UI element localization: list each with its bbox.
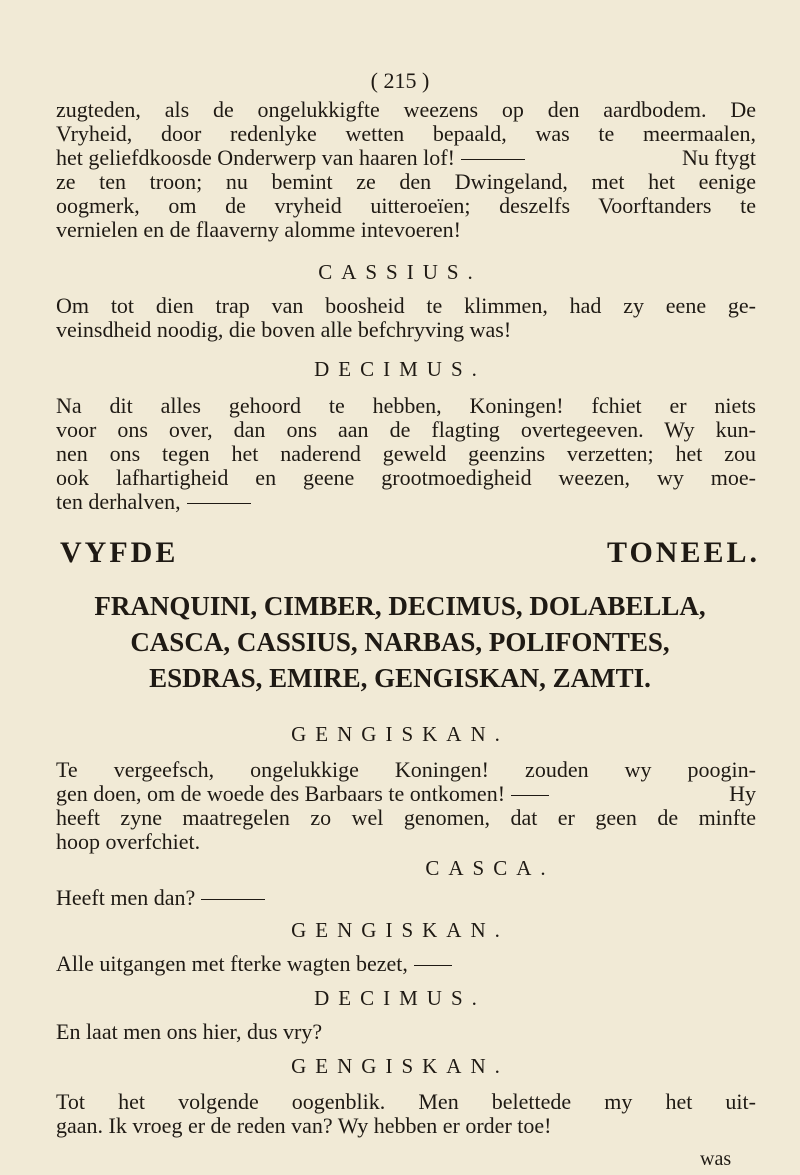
speaker-casca: CASCA. (425, 856, 555, 880)
text-line: hoop overfchiet. (56, 829, 201, 854)
paragraph-4 (56, 758, 756, 854)
text-line (56, 952, 756, 976)
text-line: ook lafhartigheid en geene grootmoedigheid weezen, wy moe- (56, 465, 756, 490)
text-line: Na dit alles gehoord te hebben, Koningen! fchiet er niets (56, 393, 756, 418)
dash-rule (414, 965, 452, 966)
line-decimus (56, 1020, 756, 1044)
text-line (56, 782, 756, 806)
text-line (56, 146, 756, 170)
text-line: voor ons over, dan ons aan de flagting overtegeeven. Wy kun- (56, 417, 756, 442)
scene-title: VYFDE TONEEL. (60, 536, 760, 569)
text-line: Te vergeefsch, ongelukkige Koningen! zouden wy poogin- (56, 757, 756, 782)
speaker-gengiskan: GENGISKAN. (291, 1054, 509, 1078)
cast-list (0, 588, 800, 696)
cast-line: FRANQUINI, CIMBER, DECIMUS, DOLABELLA, (94, 591, 706, 621)
text-line: Om tot dien trap van boosheid te klimmen, had zy eene ge- (56, 293, 756, 318)
text-fragment: Nu ftygt (682, 145, 756, 170)
paragraph-1 (56, 98, 756, 242)
line-casca (56, 886, 756, 910)
text-fragment: het geliefdkoosde Onderwerp van haaren lof! (56, 145, 455, 170)
cast-line: CASCA, CASSIUS, NARBAS, POLIFONTES, (130, 627, 670, 657)
text-line: En laat men ons hier, dus vry? (56, 1019, 323, 1044)
page-number: ( 215 ) (370, 68, 430, 93)
text-fragment: Heeft men dan? (56, 885, 196, 910)
dash-rule (461, 159, 525, 160)
text-fragment: ten derhalven, (56, 489, 181, 514)
paragraph-5 (56, 1090, 756, 1138)
text-fragment: gen doen, om de woede des Barbaars te ontkomen! (56, 781, 506, 806)
dash-rule (511, 795, 549, 796)
text-line: Tot het volgende oogenblik. Men belettede my het uit- (56, 1089, 756, 1114)
text-line: ze ten troon; nu bemint ze den Dwingeland, met het eenige (56, 169, 756, 194)
text-line: veinsdheid noodig, die boven alle befchryving was! (56, 317, 512, 342)
catchword: was (700, 1148, 732, 1170)
text-line: gaan. Ik vroeg er de reden van? Wy hebben er order toe! (56, 1113, 552, 1138)
text-fragment: Alle uitgangen met fterke wagten bezet, (56, 951, 408, 976)
speaker-gengiskan: GENGISKAN. (291, 918, 509, 942)
speaker-decimus: DECIMUS. (314, 986, 486, 1010)
text-line: nen ons tegen het naderend geweld geenzins verzetten; het zou (56, 441, 756, 466)
dash-rule (187, 503, 251, 504)
line-gengiskan (56, 952, 756, 976)
text-line: vernielen en de flaaverny alomme intevoeren! (56, 217, 461, 242)
cast-line: ESDRAS, EMIRE, GENGISKAN, ZAMTI. (149, 663, 651, 693)
speaker-decimus: DECIMUS. (314, 357, 486, 381)
paragraph-3 (56, 394, 756, 514)
speaker-cassius: CASSIUS. (318, 260, 482, 284)
text-line: heeft zyne maatregelen zo wel genomen, dat er geen de minfte (56, 805, 756, 830)
dash-rule (201, 899, 265, 900)
paragraph-2 (56, 294, 756, 342)
text-fragment: Hy (729, 781, 756, 806)
text-line: zugteden, als de ongelukkigfte weezens op den aardbodem. De (56, 97, 756, 122)
text-line (56, 490, 756, 514)
speaker-gengiskan: GENGISKAN. (291, 722, 509, 746)
text-line (56, 886, 756, 910)
text-line: oogmerk, om de vryheid uitteroeïen; deszelfs Voorftanders te (56, 193, 756, 218)
text-line: Vryheid, door redenlyke wetten bepaald, was te meermaalen, (56, 121, 756, 146)
